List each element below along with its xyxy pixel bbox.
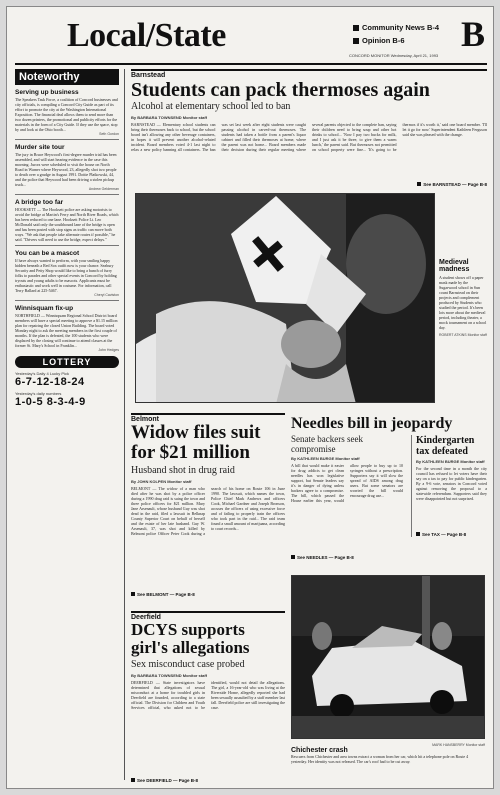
square-bullet-icon	[353, 25, 359, 31]
brief-credit: Seth Gordon	[99, 132, 119, 136]
brief-headline[interactable]: Murder site tour	[15, 144, 65, 151]
divider	[15, 139, 119, 140]
story-deck: Senate backers seek compromise	[291, 434, 363, 454]
story-headline[interactable]: Needles bill in jeopardy	[291, 415, 453, 432]
brief-body: The jury in Bruce Heywood's first-degree murder trial has been assembled, and will start hearing evidence in the case this morning. Jurors were scheduled to visit the house on North Road in Warner where Heywood, 23, allegedly shot two people to death over a grudge in August 1991. Dottie Platkowski, 44, and the police that Heywood had been driving a stolen pickup truck...	[15, 152, 117, 187]
section-letter: B	[460, 14, 485, 54]
story-body: DEERFIELD — State investigators have determined that allegations of sexual misconduct at a home for troubled girls in Deerfield are founded, according to a state official. The Division for Children and Youth Services official, who asked not to be identified, would not detail the allegations. The girl, a 16-year-old who was living at the Riverside Home, allegedly reported she had been sexually assaulted by a staff member last fall. Deerfield police are still investigating the case.	[131, 680, 285, 710]
brief	[15, 305, 119, 352]
student-mask-image	[136, 194, 435, 403]
brief	[15, 144, 119, 191]
story-jump[interactable]: See BARNSTEAD — Page B-8	[131, 182, 487, 187]
square-bullet-icon	[417, 182, 421, 186]
brief-body: If have always wanted to perform, with your smiling happy hidden beneath a Red Sox outfit now is your chance. Seabury Security and Petty Shop would like to bring a bunch of furry folks to parades and other special events in Concord by holding tryouts and young adults to be mascots. Applicants must be enthusiastic and work well in costume. For information, call Terry Ballard at 225-5467.	[15, 258, 117, 293]
square-bullet-icon	[416, 532, 420, 536]
story-body: BARNSTEAD — Elementary school students can bring their thermoses back to school, but the school board isn't allowing any other beverage containers, in hopes it will prevent another alcohol-related incident. Board members voted 4-1 last night to relax a new policy banning all containers. The ban was set last week after eight students were caught passing alcohol in carved-out thermoses. The students had taken a bottle from a parent's liquor cabinet and filled their thermoses at home, where the parent was not home... Board members made their decision during their regular meeting where several parents objected to the complete ban, saying their children need to bring soup and other hot drinks to school... 'Now I pay two bucks for milk, and I just ask it be three, to give them a warm lunch,' the parent said. But thermoses not permitted on school property were fine... 'It's going to be thermos if it's worth it,' said one board member. 'I'll let it go for now.' Superintendent Kathleen Ferguson said she was pleased with the change.	[131, 122, 487, 152]
story-byline: By KATHLEEN BURGE Monitor staff	[291, 456, 360, 461]
section-index	[353, 21, 439, 47]
crash-photo	[291, 575, 485, 739]
story-kicker: Deerfield	[131, 611, 285, 621]
crash-cutline-box	[291, 743, 485, 764]
story-kicker: Barnstead	[131, 69, 487, 79]
brief-headline[interactable]: Winnisquam fix-up	[15, 305, 74, 312]
story-byline: By BARBARA TOWNSEND Monitor staff	[131, 115, 207, 120]
lottery-label: Yesterday's daily numbers	[15, 391, 62, 396]
story-byline: By BARBARA TOWNSEND Monitor staff	[131, 673, 207, 678]
brief-headline[interactable]: You can be a mascot	[15, 250, 80, 257]
brief-body: NORTHFIELD — Winnisquam Regional School District board members will have a special meeting to approve a $1.15 million plan for repairing the closed Union Building. The board voted Monday night to ask the meeting members in the first couple of months. If the plan is defeated, the 100 students who were displaced by the closing will continue to attend classes at the former St. Mary's School in Franklin...	[15, 313, 118, 348]
story-dcys	[131, 611, 285, 783]
story-jump[interactable]: See NEEDLES — Page B-8	[291, 555, 403, 560]
brief	[15, 89, 119, 136]
newspaper-page	[6, 6, 494, 789]
lottery-label: Yesterday's Daily 4 Lucky Pick	[15, 371, 69, 376]
masthead	[15, 15, 487, 65]
story-body: BELMONT — The widow of a man who died after he was shot by a police officer during a 1990 drug raid is suing the town and three police officers for $21 million. Mary Jane Arsenault, whose husband Guy was shot dead in the raid, filed a lawsuit in Belknap County Superior Court on behalf of herself and the estate of her late husband. Guy W. Arsenault, 37, was shot and killed by Belmont police Officer Peter Cook during a search of his home on Route 106 in June 1990. The lawsuit, which names the town, Police Chief Mark Andrews and officers Cook, Michael Gardner and Joseph Bronson, accuses the officers of using excessive force and of failing to properly train the officers who took part in the raid... The raid team found a small amount of marijuana, according to court records...	[131, 486, 285, 536]
story-kicker: Belmont	[131, 413, 285, 423]
story-kindergarten	[411, 435, 487, 537]
photo-credit: ROBERT ATKINS Monitor staff	[439, 333, 487, 337]
story-body: A bill that would make it easier for drug addicts to get clean needles has won legislative support, but Senate leaders say it's in danger of dying unless backers agree to a compromise. The bill, which passed the House earlier this year, would allow people to buy up to 10 syringes without a prescription. Supporters say it will slow the spread of AIDS among drug users. But some senators are worried the bill would encourage drug use...	[291, 463, 403, 503]
story-headline[interactable]: Widow files suit for $21 million	[131, 422, 261, 463]
story-widow	[131, 413, 285, 597]
brief-headline[interactable]: Serving up business	[15, 89, 79, 96]
story-byline: By JOHN KOLPEN Monitor staff	[131, 479, 192, 484]
brief-credit: Cheryl Caviston	[94, 293, 119, 297]
cutline-text: A student shows off a paper mask made by the Sugarwood school in Sun count Barnstead on their projects and complement produced by Students who studied the period. It's been lots more about the medieval period, including theater, a mock tournament on a school day.	[439, 275, 487, 330]
photo-credit: MARK HANSBERRY Monitor staff	[432, 743, 485, 747]
brief-body: HOOKSETT — The Hooksett police are asking motorists to avoid the bridge at Martin's Ferry and North River Roads, which has been reduced to one lane. Hooksett Police Lt. Leo McDonald said only the southbound lane of the bridge is open and has been posted with stop signs as traffic can move both ways. "We ask that people take alternate routes if possible," he said. "Drivers will need to use the bridge, expect delays."	[15, 207, 119, 242]
index-item[interactable]: Community News B-4	[353, 21, 439, 34]
square-bullet-icon	[291, 555, 295, 559]
divider	[15, 300, 119, 301]
story-jump[interactable]: See DEERFIELD — Page B-8	[131, 778, 285, 783]
story-headline[interactable]: Kindergarten tax defeated	[416, 435, 475, 457]
cutline-headline: Medieval madness	[439, 259, 470, 273]
lottery-numbers: 6-7-12-18-24	[15, 376, 85, 388]
medieval-photo	[135, 193, 435, 403]
dateline: CONCORD MONITOR Wednesday, April 21, 1993	[349, 53, 439, 58]
lottery-numbers: 1-0-5 8-3-4-9	[15, 396, 86, 408]
crash-scene-image	[292, 576, 485, 739]
brief-credit: Andrew Gelderman	[88, 187, 119, 191]
story-headline[interactable]: DCYS supports girl's allegations	[131, 620, 250, 657]
story-thermos	[131, 69, 487, 187]
noteworthy-column	[15, 69, 125, 780]
lottery-box	[15, 356, 119, 408]
story-body: For the second time in a month the city council has refused to let voters have their say on a tax to pay for public kindergarten. By a 9-6 vote, senators in Concord voted against removing the proposal to a statewide referendum. Supporters said they were disappointed but not surprised.	[416, 466, 487, 501]
story-headline[interactable]: Students can pack thermoses again	[131, 79, 430, 101]
brief-body: The Speakers Task Force, a coalition of Concord businesses and city officials, is compiling a Concord City Guide as part of its effort to promote the city at the Washington International Exposition. The financial deal allows them to send more than two dozen printers, the promotional and publicity efforts for the materials in the form of a City Guide. If they use the space, stop by and look at the Ohio booth...	[15, 97, 118, 132]
brief-credit: John Hedges	[98, 348, 119, 352]
index-item[interactable]: Opinion B-6	[353, 34, 439, 47]
square-bullet-icon	[131, 592, 135, 596]
brief	[15, 250, 119, 297]
divider	[15, 194, 119, 195]
story-deck: Alcohol at elementary school led to ban	[131, 101, 291, 112]
medieval-cutline-box	[439, 259, 487, 337]
story-jump[interactable]: See BELMONT — Page B-8	[131, 592, 285, 597]
cutline-headline: Chichester crash	[291, 747, 348, 754]
noteworthy-title: Noteworthy	[15, 69, 119, 85]
square-bullet-icon	[131, 778, 135, 782]
story-jump[interactable]: See TAX — Page B-8	[416, 532, 487, 537]
lottery-logo: LOTTERY	[15, 356, 119, 368]
brief-headline[interactable]: A bridge too far	[15, 199, 64, 206]
story-byline: By KATHLEEN BURGE Monitor staff	[416, 459, 485, 464]
cutline-text: Rescuers from Chichester and area towns extract a woman from her car, which hit a telephone pole on Route 4 yesterday. Her identity was not released. The car's roof had to be cut away.	[291, 754, 469, 764]
story-deck: Sex misconduct case probed	[131, 659, 245, 670]
brief	[15, 199, 119, 242]
main-content	[131, 69, 487, 783]
square-bullet-icon	[353, 38, 359, 44]
divider	[15, 245, 119, 246]
story-deck: Husband shot in drug raid	[131, 465, 235, 476]
section-title: Local/State	[67, 17, 226, 54]
